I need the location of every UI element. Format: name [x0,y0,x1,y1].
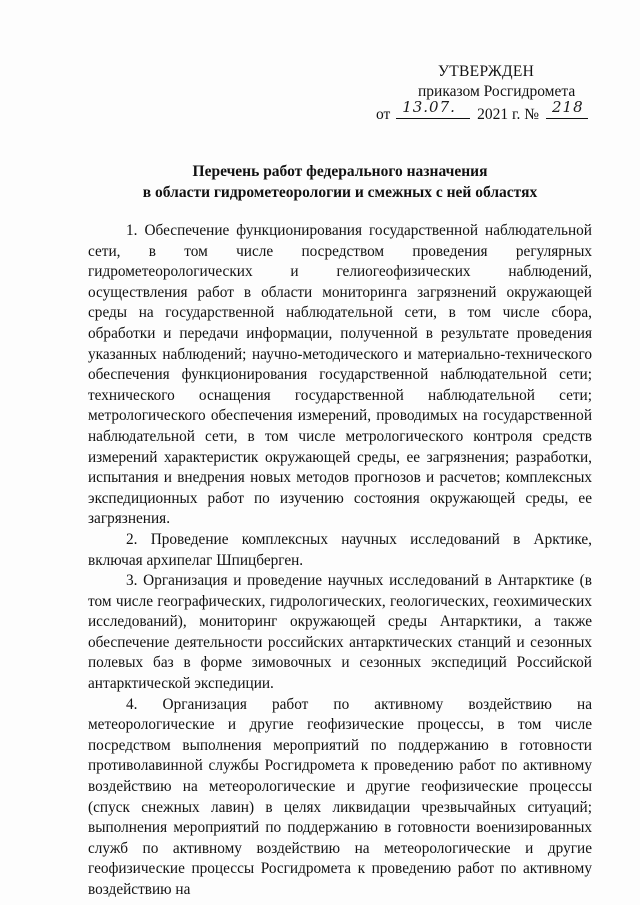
paragraph-2: 2. Проведение комплексных научных исследований в Арктике, включая архипелаг Шпицберген. [88,530,592,569]
number-field [546,98,588,119]
document-body [88,221,592,901]
approval-date-line [376,98,616,125]
handwritten-date: 13.07. [402,98,456,116]
date-field [396,98,470,119]
title-line-2: в области гидрометеорологии и смежных с ней областях [142,184,538,201]
approval-heading: УТВЕРЖДЕН [438,63,535,80]
handwritten-number: 218 [551,98,584,116]
paragraph-4: 4. Организация работ по активному воздействию на метеорологические и другие геофизические процессы, в том числе посредством выполнения мероприятий по поддержанию в готовности противолавинной службы Росгидромета к проведению работ по активному воздействию на метеорологические и другие геофизические процессы (спуск снежных лавин) в целях ликвидации чрезвычайных ситуаций; выполнения мероприятий по поддержанию в готовности военизированных служб по активному воздействию на метеорологические и другие геофизические процессы Росгидромета к проведению работ по активному воздействию на [88,695,592,898]
year-and-number-label: 2021 г. № [477,106,540,123]
approval-block [376,62,616,125]
approval-order-line: приказом Росгидромета [418,83,576,100]
paragraph-1: 1. Обеспечение функционирования государственной наблюдательной сети, в том числе посредством проведения регулярных гидрометеорологических и гелиогеофизических наблюдений, осуществления работ в области мониторинга загрязнений окружающей среды на государственной наблюдательной сети, в том числе сбора, обработки и передачи информации, полученной в результате проведения указанных наблюдений; научно-методического и материально-технического обеспечения функционирования государственной наблюдательной сети; технического оснащения государственной наблюдательной сети; метрологического обеспечения измерений, проводимых на государственной наблюдательной сети, в том числе метрологического контроля средств измерений характеристик окружающей среды, ее загрязнения; разработки, испытания и внедрения новых методов прогнозов и расчетов; комплексных экспедиционных работ по изучению состояния окружающей среды, ее загрязнения. [88,222,592,528]
date-prefix: от [376,106,391,123]
paragraph-3: 3. Организация и проведение научных исследований в Антарктике (в том числе географических, гидрологических, геологических, геохимических исследований), мониторинг окружающей среды Антарктики, а также обеспечение деятельности российских антарктических станций и сезонных полевых баз в форме зимовочных и сезонных экспедиций Российской антарктической экспедиции. [88,572,592,693]
document-title [88,161,592,203]
title-line-1: Перечень работ федерального назначения [192,163,488,180]
